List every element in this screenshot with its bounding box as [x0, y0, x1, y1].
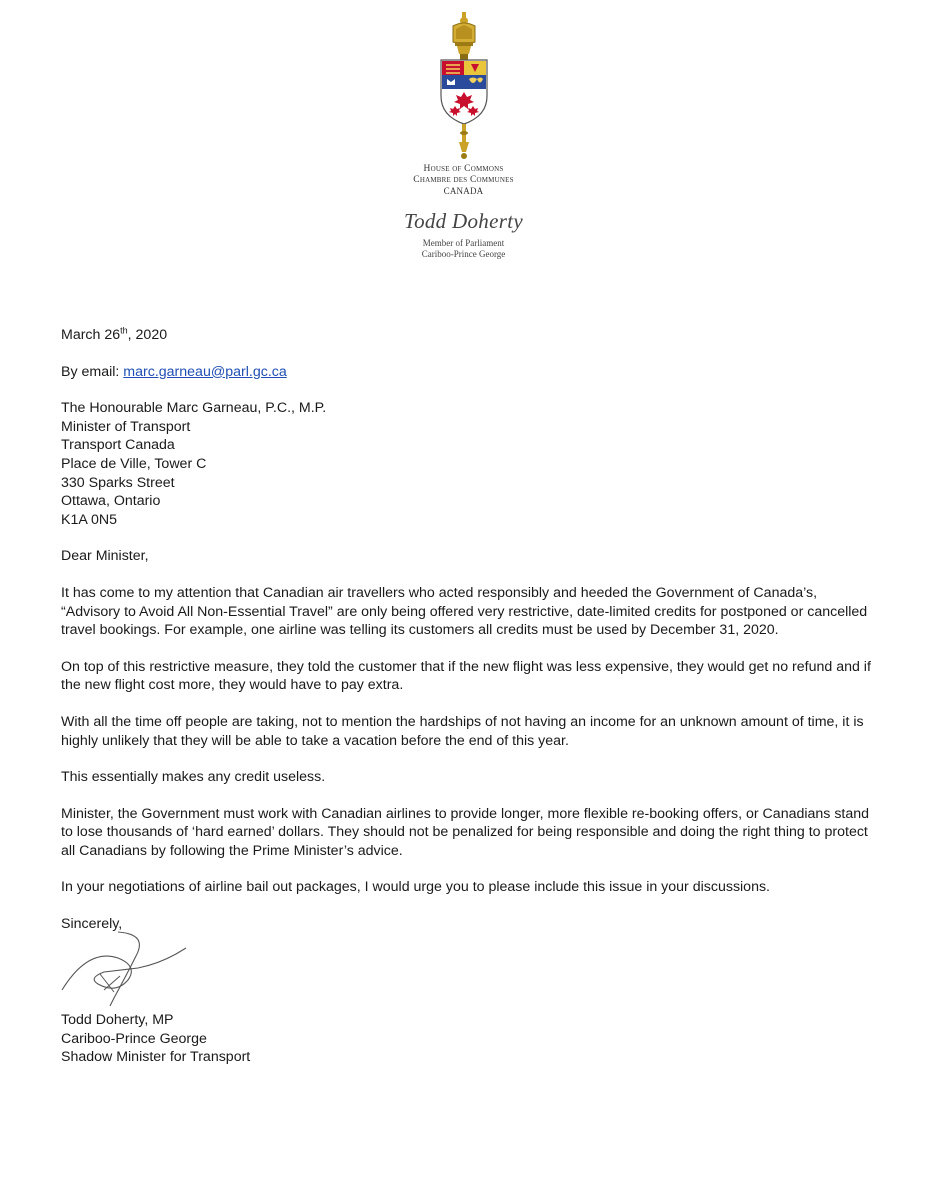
- paragraph: This essentially makes any credit useless.: [61, 769, 326, 786]
- paragraph: Minister, the Government must work with Canadian airlines to provide longer, more flexible re-booking offers, or Canadians stand to lose thousands of ‘hard earned’ dollars. They should not be penalized for being responsible and doing the right thing to protect all Canadians by following the Prime Minister’s advice.: [61, 805, 870, 859]
- email-label: By email:: [61, 363, 124, 380]
- signer-riding: Cariboo-Prince George: [61, 1030, 207, 1047]
- date-day: March 26: [61, 327, 121, 343]
- country-name: CANADA: [443, 186, 484, 196]
- house-name-block: [0, 164, 927, 197]
- email-line: [61, 363, 877, 382]
- recipient-line: Ottawa, Ontario: [61, 493, 161, 510]
- recipient-line: 330 Sparks Street: [61, 474, 175, 491]
- handwritten-signature-icon: [58, 928, 198, 1008]
- email-link[interactable]: marc.garneau@parl.gc.ca: [123, 363, 287, 380]
- paragraph: On top of this restrictive measure, they told the customer that if the new flight was less expensive, they would get no refund and if the new flight cost more, they would have to pay extra.: [61, 658, 871, 694]
- recipient-line: Place de Ville, Tower C: [61, 455, 207, 472]
- letterhead: [0, 12, 927, 260]
- recipient-line: Transport Canada: [61, 437, 175, 454]
- salutation: Dear Minister,: [61, 548, 149, 565]
- letter-body: [61, 326, 877, 952]
- date-year: , 2020: [127, 327, 168, 343]
- paragraph: With all the time off people are taking, not to mention the hardships of not having an income for an unknown amount of time, it is highly unlikely that they will be able to take a vacation before the end of this year.: [61, 713, 864, 749]
- closing: Sincerely,: [61, 916, 123, 933]
- signer-block: [61, 1011, 250, 1067]
- house-name-en: House of Commons: [423, 164, 504, 174]
- paragraph: It has come to my attention that Canadian air travellers who acted responsibly and heeded the Government of Canada’s, “Advisory to Avoid All Non-Essential Travel” are only being offered very restrictive, date-limited credits for postponed or cancelled travel bookings. For example, one airline was telling its customers all credits must be used by December 31, 2020.: [61, 584, 868, 639]
- recipient-line: The Honourable Marc Garneau, P.C., M.P.: [61, 400, 327, 417]
- recipient-line: K1A 0N5: [61, 511, 118, 528]
- letter-date: [61, 326, 877, 345]
- member-name: Todd Doherty: [404, 209, 523, 233]
- member-title: Member of Parliament: [422, 238, 505, 248]
- recipient-line: Minister of Transport: [61, 418, 191, 435]
- recipient-address: [61, 399, 877, 529]
- signer-name: Todd Doherty, MP: [61, 1012, 174, 1028]
- house-of-commons-crest-icon: [419, 12, 509, 160]
- riding-name: Cariboo-Prince George: [421, 249, 506, 259]
- signer-role: Shadow Minister for Transport: [61, 1049, 251, 1066]
- date-ordinal: th: [120, 325, 128, 336]
- member-title-block: [0, 238, 927, 260]
- house-name-fr: Chambre des Communes: [413, 175, 514, 185]
- paragraph: In your negotiations of airline bail out packages, I would urge you to please include this issue in your discussions.: [61, 879, 771, 896]
